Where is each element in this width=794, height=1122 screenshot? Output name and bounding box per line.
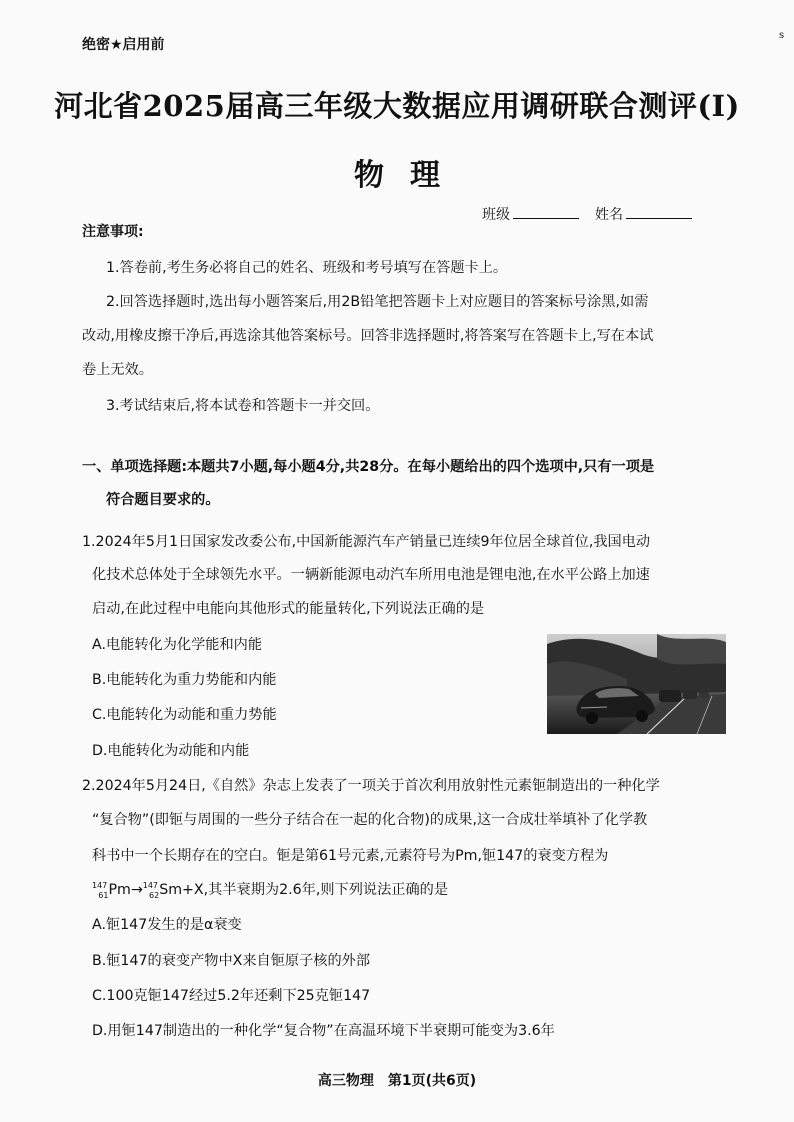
electric-car-photo <box>547 634 726 734</box>
notice-line-1: 1.答卷前,考生务必将自己的姓名、班级和考号填写在答题卡上。 <box>106 260 508 276</box>
q1-option-c: C.电能转化为动能和重力势能 <box>92 707 277 723</box>
class-name-fields <box>482 204 692 224</box>
notice-line-2: 2.回答选择题时,选出每小题答案后,用2B铅笔把答题卡上对应题目的答案标号涂黑,如需 <box>106 294 649 310</box>
name-blank <box>626 206 692 219</box>
q2-stem-line-1: 2.2024年5月24日,《自然》杂志上发表了一项关于首次利用放射性元素钷制造出的一种化学 <box>82 778 660 794</box>
class-blank <box>513 206 579 219</box>
pm-symbol: Pm <box>108 882 131 898</box>
q2-option-d: D.用钷147制造出的一种化学“复合物”在高温环境下半衰期可能变为3.6年 <box>92 1023 555 1039</box>
notice-line-5: 3.考试结束后,将本试卷和答题卡一并交回。 <box>106 398 380 414</box>
q2-option-c: C.100克钷147经过5.2年还剩下25克钷147 <box>92 988 371 1004</box>
q1-option-b: B.电能转化为重力势能和内能 <box>92 672 277 688</box>
q1-option-a: A.电能转化为化学能和内能 <box>92 637 263 653</box>
subject-title: 物理 <box>354 158 466 193</box>
q2-option-b: B.钷147的衰变产物中X来自钷原子核的外部 <box>92 953 371 969</box>
q1-option-d: D.电能转化为动能和内能 <box>92 743 250 759</box>
q2-decay-equation <box>92 879 448 899</box>
section-heading: 一、单项选择题:本题共7小题,每小题4分,共28分。在每小题给出的四个选项中,只有一项是 <box>82 459 655 475</box>
sm-mass-number: 147 <box>142 881 159 890</box>
page-footer: 高三物理 第1页(共6页) <box>317 1073 477 1089</box>
sm-atomic-number: 62 <box>149 891 160 900</box>
sm-symbol: Sm <box>159 882 183 898</box>
pm-atomic-number: 61 <box>98 891 109 900</box>
section-heading-cont: 符合题目要求的。 <box>106 492 220 508</box>
notice-line-4: 卷上无效。 <box>82 362 153 378</box>
confidential-label: 绝密★启用前 <box>82 37 165 53</box>
notice-line-3: 改动,用橡皮擦干净后,再选涂其他答案标号。回答非选择题时,将答案写在答题卡上,写在本试 <box>82 328 654 344</box>
notice-heading: 注意事项: <box>82 224 144 240</box>
q2-option-a: A.钷147发生的是α衰变 <box>92 917 242 933</box>
exam-title: 河北省2025届高三年级大数据应用调研联合测评(Ⅰ) <box>54 89 740 123</box>
equation-rest: +X,其半衰期为2.6年,则下列说法正确的是 <box>182 882 449 898</box>
corner-mark: s <box>779 30 785 41</box>
q1-stem-line-2: 化技术总体处于全球领先水平。一辆新能源电动汽车所用电池是锂电池,在水平公路上加速 <box>92 567 650 583</box>
q2-stem-line-2: “复合物”(即钷与周围的一些分子结合在一起的化合物)的成果,这一合成壮举填补了化学教 <box>92 812 648 828</box>
q1-stem-line-3: 启动,在此过程中电能向其他形式的能量转化,下列说法正确的是 <box>92 601 485 617</box>
name-label: 姓名 <box>595 207 623 223</box>
q2-stem-line-3: 科书中一个长期存在的空白。钷是第61号元素,元素符号为Pm,钷147的衰变方程为 <box>92 848 609 864</box>
pm-mass-number: 147 <box>92 881 108 890</box>
class-label: 班级 <box>482 207 510 223</box>
q1-stem-line-1: 1.2024年5月1日国家发改委公布,中国新能源汽车产销量已连续9年位居全球首位,我国电动 <box>82 534 651 550</box>
decay-arrow: → <box>130 882 143 898</box>
